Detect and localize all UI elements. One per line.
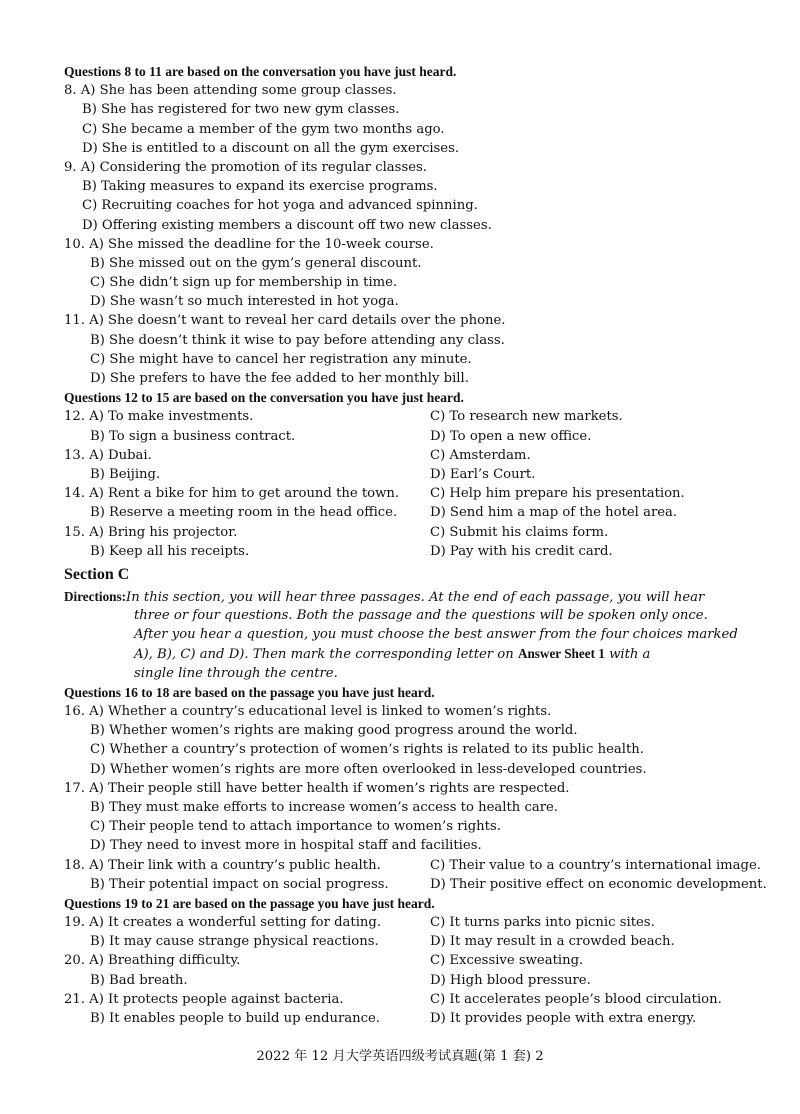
q19-option-d: D) It may result in a crowded beach. xyxy=(430,934,675,950)
q9-option-b: B) Taking measures to expand its exercise programs. xyxy=(82,179,438,195)
q11-option-b: B) She doesn’t think it wise to pay before attending any class. xyxy=(90,332,505,348)
q20-option-c: C) Excessive sweating. xyxy=(430,953,584,969)
group-heading-8-11: Questions 8 to 11 are based on the conversation you have just heard. xyxy=(64,64,457,79)
directions-line-2: three or four questions. Both the passage and the questions will be spoken only once. xyxy=(134,608,708,624)
q9-option-c: C) Recruiting coaches for hot yoga and advanced spinning. xyxy=(82,198,478,214)
q12-option-c: C) To research new markets. xyxy=(430,409,623,425)
q13-row-1 xyxy=(64,446,744,465)
q18-option-d: D) Their positive effect on economic development. xyxy=(430,876,767,892)
q21-option-b: B) It enables people to build up endurance. xyxy=(90,1011,380,1026)
q10-option-b: B) She missed out on the gym’s general discount. xyxy=(90,255,422,271)
q17-option-b: B) They must make efforts to increase women’s access to health care. xyxy=(90,799,559,815)
q16-option-d: D) Whether women’s rights are more often overlooked in less-developed countries. xyxy=(90,761,647,777)
q8-option-d: D) She is entitled to a discount on all the gym exercises. xyxy=(82,140,460,156)
q17-option-a: 17. A) Their people still have better health if women’s rights are respected. xyxy=(64,780,570,796)
q18-row-1 xyxy=(64,856,761,875)
q11-option-d: D) She prefers to have the fee added to her monthly bill. xyxy=(90,371,469,386)
q10-option-d: D) She wasn’t so much interested in hot yoga. xyxy=(90,294,399,310)
q15-row-1 xyxy=(64,523,744,542)
directions-text-4-tail: with a xyxy=(604,647,651,663)
q11-option-a: 11. A) She doesn’t want to reveal her card details over the phone. xyxy=(64,313,506,329)
q21-option-a: 21. A) It protects people against bacteria. xyxy=(64,991,344,1007)
q13-row-2 xyxy=(64,465,744,484)
q14-row-1 xyxy=(64,484,744,503)
q8-option-c: C) She became a member of the gym two months ago. xyxy=(82,121,445,137)
q8-option-b: B) She has registered for two new gym classes. xyxy=(82,102,400,118)
directions-line-4 xyxy=(64,644,744,663)
q18-row-2 xyxy=(64,875,767,894)
directions-line-3: After you hear a question, you must choose the best answer from the four choices marked xyxy=(134,627,738,643)
q9-option-d: D) Offering existing members a discount off two new classes. xyxy=(82,217,492,233)
q19-option-b: B) It may cause strange physical reactions. xyxy=(90,934,379,950)
q20-row-2 xyxy=(64,971,744,990)
q17-option-c: C) Their people tend to attach importance to women’s rights. xyxy=(90,819,501,835)
q18-option-a: 18. A) Their link with a country’s public health. xyxy=(64,857,381,873)
q9-option-a: 9. A) Considering the promotion of its regular classes. xyxy=(64,159,427,175)
q19-row-1 xyxy=(64,913,744,932)
directions-text-1: In this section, you will hear three passages. At the end of each passage, you will hear xyxy=(126,589,705,605)
group-heading-19-21: Questions 19 to 21 are based on the passage you have just heard. xyxy=(64,895,435,911)
q14-option-c: C) Help him prepare his presentation. xyxy=(430,486,685,502)
q16-option-b: B) Whether women’s rights are making good progress around the world. xyxy=(90,723,578,739)
group-heading-16-18: Questions 16 to 18 are based on the passage you have just heard. xyxy=(64,684,435,700)
q19-row-2 xyxy=(64,932,744,951)
q8-option-a: 8. A) She has been attending some group classes. xyxy=(64,83,397,99)
q15-option-c: C) Submit his claims form. xyxy=(430,524,609,540)
q14-option-d: D) Send him a map of the hotel area. xyxy=(430,505,678,521)
q21-row-1 xyxy=(64,990,744,1009)
q12-row-1 xyxy=(64,407,744,426)
section-title: Section C xyxy=(64,565,130,583)
q17-option-d: D) They need to invest more in hospital staff and facilities. xyxy=(90,838,482,854)
answer-sheet-ref: Answer Sheet 1 xyxy=(517,646,605,662)
q11-option-c: C) She might have to cancel her registration any minute. xyxy=(90,351,472,367)
q18-option-b: B) Their potential impact on social progress. xyxy=(90,876,389,892)
q16-option-a: 16. A) Whether a country’s educational level is linked to women’s rights. xyxy=(64,704,552,719)
q12-option-b: B) To sign a business contract. xyxy=(90,428,296,444)
q21-option-c: C) It accelerates people’s blood circulation. xyxy=(430,991,722,1007)
q20-option-b: B) Bad breath. xyxy=(90,972,188,988)
q14-row-2 xyxy=(64,503,744,522)
directions-line-1 xyxy=(64,587,744,606)
q20-option-d: D) High blood pressure. xyxy=(430,972,591,988)
page-footer: 2022 年 12 月大学英语四级考试真题(第 1 套) 2 xyxy=(256,1049,544,1064)
q21-row-2 xyxy=(64,1009,744,1028)
directions-label: Directions: xyxy=(64,588,127,604)
q18-option-c: C) Their value to a country’s international image. xyxy=(430,857,761,873)
q10-option-a: 10. A) She missed the deadline for the 10-week course. xyxy=(64,236,434,252)
q20-option-a: 20. A) Breathing difficulty. xyxy=(64,953,241,969)
q20-row-1 xyxy=(64,951,744,970)
directions-text-4: A), B), C) and D). Then mark the corresponding letter on xyxy=(134,647,518,663)
q10-option-c: C) She didn’t sign up for membership in time. xyxy=(90,275,398,291)
q15-option-a: 15. A) Bring his projector. xyxy=(64,524,238,540)
group-heading-12-15: Questions 12 to 15 are based on the conversation you have just heard. xyxy=(64,390,464,406)
q12-option-a: 12. A) To make investments. xyxy=(64,409,254,425)
q19-option-c: C) It turns parks into picnic sites. xyxy=(430,915,655,931)
q12-row-2 xyxy=(64,427,744,446)
q14-option-b: B) Reserve a meeting room in the head office. xyxy=(90,505,398,521)
q15-option-d: D) Pay with his credit card. xyxy=(430,543,613,559)
q15-row-2 xyxy=(64,542,744,561)
exam-page xyxy=(64,62,767,1028)
directions xyxy=(64,587,744,683)
q16-option-c: C) Whether a country’s protection of women’s rights is related to its public health. xyxy=(90,742,644,758)
q13-option-a: 13. A) Dubai. xyxy=(64,447,152,463)
q21-option-d: D) It provides people with extra energy. xyxy=(430,1011,697,1026)
q12-option-d: D) To open a new office. xyxy=(430,428,592,444)
q15-option-b: B) Keep all his receipts. xyxy=(90,543,250,559)
q13-option-b: B) Beijing. xyxy=(90,466,161,482)
q14-option-a: 14. A) Rent a bike for him to get around the town. xyxy=(64,486,400,502)
q13-option-d: D) Earl’s Court. xyxy=(430,466,536,482)
directions-line-5: single line through the centre. xyxy=(134,665,338,681)
q19-option-a: 19. A) It creates a wonderful setting for dating. xyxy=(64,915,382,931)
q13-option-c: C) Amsterdam. xyxy=(430,447,531,463)
